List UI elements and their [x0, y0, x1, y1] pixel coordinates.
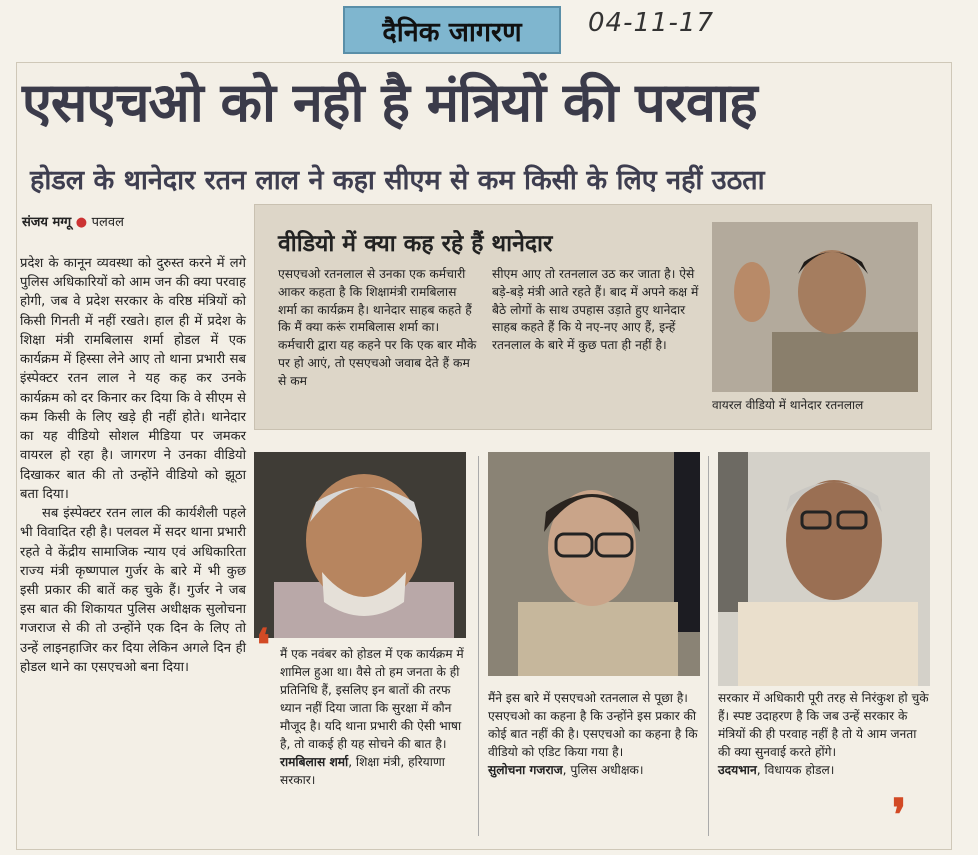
- quote-block: [718, 690, 930, 780]
- quote-text: मैं एक नवंबर को होडल में एक कार्यक्रम में शामिल हुआ था। वैसे तो हम जनता के ही प्रतिनिधि हैं, इसलिए इन बातों की तरफ ध्यान नहीं दिया जाता कि सुरक्षा में कौन मौजूद है। यदि थाना प्रभारी की ऐसी भाषा है, तो वाकई ही यह सोचने की बात है।: [280, 647, 464, 751]
- quote-role: , शिक्षा मंत्री, हरियाणा सरकार।: [280, 754, 445, 787]
- byline: [22, 212, 124, 230]
- video-box-column: एसएचओ रतनलाल से उनका एक कर्मचारी आकर कहता है कि शिक्षामंत्री रामबिलास शर्मा का कार्यक्रम है। थानेदार साहब कहते हैं कि मैं क्या करूं रामबिलास शर्मा का। कर्मचारी द्वारा यह कहने पर कि एक बार मौके पर हो आएं, तो एसएचओ जवाब देते हैं कम से कम: [278, 267, 477, 388]
- article-body: [20, 254, 246, 677]
- byline-place: पलवल: [91, 215, 124, 230]
- byline-author: संजय मग्गू: [22, 215, 72, 230]
- masthead: दैनिक जागरण: [343, 6, 561, 54]
- quote-text: मैंने इस बारे में एसएचओ रतनलाल से पूछा है। एसएचओ का कहना है कि उन्होंने इस प्रकार की कोई बात नहीं की है। एसएचओ का कहना है कि वीडियो को एडिट किया गया है।: [488, 691, 698, 759]
- quote-role: , विधायक होडल।: [756, 762, 835, 777]
- video-still-photo: [712, 222, 918, 392]
- quote-name: उदयभान: [718, 762, 757, 777]
- video-box-column: सीएम आए तो रतनलाल उठ कर जाता है। ऐसे बड़े-बड़े मंत्री आते रहते हैं। बाद में अपने कक्ष में बैठे लोगों के साथ उपहास उड़ाते हुए थानेदार साहब कहते हैं कि ये नए-नए आए हैं, इन्हें रतनलाल के बारे में कुछ पता ही नहीं है।: [492, 267, 699, 353]
- quote-block: [488, 690, 698, 780]
- bullet-icon: ●: [75, 215, 88, 230]
- handwritten-date: 04-11-17: [588, 8, 715, 38]
- column-divider: [478, 456, 479, 836]
- quote-text: सरकार में अधिकारी पूरी तरह से निरंकुश हो चुके हैं। स्पष्ट उदाहरण है कि जब उन्हें सरकार के मंत्रियों की ही परवाह नहीं है तो ये आम जनता की क्या सुनवाई करते होंगे।: [718, 691, 929, 759]
- person-photo: [712, 222, 918, 392]
- quote-close-icon: ❜: [892, 790, 907, 841]
- subheadline: होडल के थानेदार रतन लाल ने कहा सीएम से कम किसी के लिए नहीं उठता: [30, 165, 765, 196]
- mla-photo: [718, 452, 930, 686]
- photo-caption: वायरल वीडियो में थानेदार रतनलाल: [712, 398, 864, 412]
- column-divider: [708, 456, 709, 836]
- sp-photo: [488, 452, 700, 676]
- video-box-title: वीडियो में क्या कह रहे हैं थानेदार: [278, 231, 553, 257]
- headline: एसएचओ को नही है मंत्रियों की परवाह: [22, 71, 757, 134]
- article-paragraph: सब इंस्पेक्टर रतन लाल की कार्यशैली पहले भी विवादित रही है। पलवल में सदर थाना प्रभारी रहते वे केंद्रीय सामाजिक न्याय एवं अधिकारिता राज्य मंत्री कृष्णपाल गुर्जर के बारे में भी कुछ इसी प्रकार की बातें कह चुके हैं। गुर्जर ने जब इस बात की शिकायत पुलिस अधीक्षक सुलोचना गजराज से की तो उन्होंने एक दिन के लिए तो उन्हें लाइनहाजिर कर दिया लेकिन अगले दिन ही होडल थाने का एसएचओ बना दिया।: [20, 506, 246, 675]
- article-paragraph: प्रदेश के कानून व्यवस्था को दुरुस्त करने में लगे पुलिस अधिकारियों को आम जन की क्या परवाह होगी, जब वे प्रदेश सरकार के वरिष्ठ मंत्रियों को किसी गिनती में नहीं रखते। हाल ही में प्रदेश के शिक्षा मंत्री रामबिलास शर्मा होडल में एक कार्यक्रम में हिस्सा लेने आए तो थाना प्रभारी सब इंस्पेक्टर रतन लाल ने यह कह कर उनके कार्यक्रम को दर किनार कर दिया कि वे सीएम से कम किसी के लिए खड़े ही नहीं होते। थानेदार का यह वीडियो सोशल मीडिया पर जमकर वायरल हो रहा है। जागरण ने उनका वीडियो दिखाकर बात की तो उन्होंने वीडियो को झूठा बता दिया।: [20, 256, 246, 502]
- quote-role: , पुलिस अधीक्षक।: [562, 762, 644, 777]
- quote-name: सुलोचना गजराज: [488, 762, 563, 777]
- quote-name: रामबिलास शर्मा: [280, 754, 349, 769]
- quote-block: [280, 646, 466, 790]
- minister-photo: [254, 452, 466, 638]
- quote-icon: ❛: [256, 620, 271, 671]
